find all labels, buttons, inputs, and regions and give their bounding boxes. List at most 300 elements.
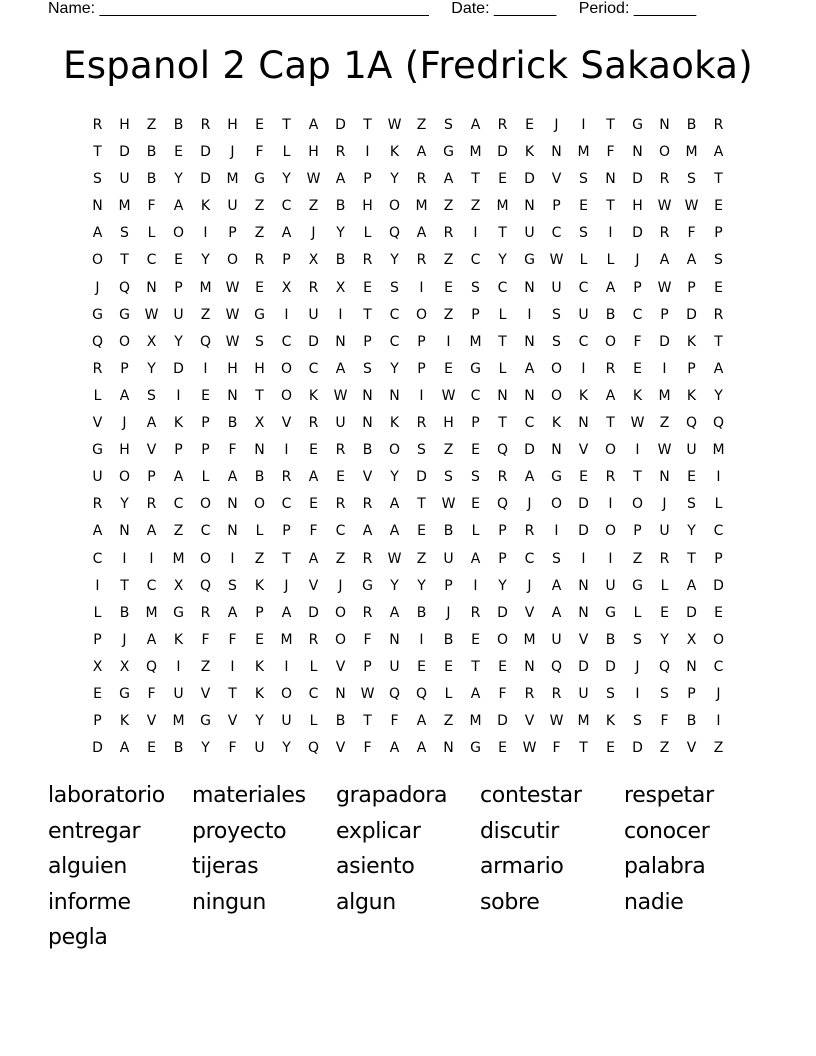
grid-letter: A: [146, 631, 157, 648]
grid-letter: O: [631, 496, 644, 513]
grid-letter: Z: [443, 252, 454, 269]
grid-letter: T: [120, 577, 129, 594]
grid-letter: W: [225, 279, 240, 296]
grid-letter: J: [635, 252, 640, 269]
grid-letter: Z: [308, 198, 319, 215]
grid-letter: G: [470, 740, 481, 757]
grid-letter: D: [686, 306, 697, 323]
grid-letter: L: [93, 387, 102, 404]
grid-letter: U: [281, 713, 292, 730]
grid-letter: G: [632, 117, 643, 133]
grid-letter: P: [228, 225, 237, 242]
grid-letter: I: [176, 387, 181, 404]
grid-letter: L: [309, 713, 318, 730]
grid-letter: N: [686, 658, 697, 675]
grid-letter: P: [687, 279, 696, 296]
grid-letter: K: [308, 387, 319, 404]
grid-letter: E: [309, 442, 318, 459]
grid-letter: R: [524, 523, 535, 540]
grid-letter: Y: [498, 577, 507, 594]
grid-letter: X: [254, 415, 265, 432]
grid-letter: S: [552, 333, 561, 350]
grid-letter: H: [254, 360, 265, 377]
grid-letter: R: [200, 604, 211, 621]
grid-letter: D: [497, 713, 508, 730]
grid-letter: Y: [687, 523, 696, 540]
grid-letter: P: [282, 523, 291, 540]
grid-letter: T: [417, 496, 426, 513]
grid-letter: C: [524, 550, 535, 567]
grid-letter: A: [470, 117, 481, 133]
grid-letter: Y: [390, 252, 399, 269]
grid-letter: V: [686, 740, 697, 757]
grid-letter: L: [660, 577, 669, 594]
grid-letter: B: [686, 117, 697, 133]
grid-letter: N: [659, 469, 670, 486]
grid-letter: P: [417, 333, 426, 350]
grid-letter: C: [146, 577, 157, 594]
grid-letter: G: [632, 577, 643, 594]
grid-letter: T: [120, 252, 129, 269]
grid-letter: U: [119, 171, 130, 188]
grid-row: [84, 627, 732, 654]
grid-letter: L: [498, 306, 507, 323]
grid-letter: A: [335, 360, 346, 377]
grid-letter: F: [390, 713, 399, 730]
grid-letter: Y: [714, 387, 723, 404]
grid-letter: R: [416, 415, 427, 432]
grid-letter: M: [415, 198, 428, 215]
grid-row: [84, 193, 732, 220]
grid-letter: A: [146, 415, 157, 432]
grid-letter: F: [255, 144, 264, 161]
grid-letter: H: [227, 360, 238, 377]
grid-letter: R: [497, 117, 508, 133]
grid-letter: Z: [443, 713, 454, 730]
grid-letter: G: [119, 306, 130, 323]
grid-letter: R: [335, 496, 346, 513]
grid-letter: Q: [199, 577, 212, 594]
grid-letter: B: [416, 604, 427, 621]
grid-letter: P: [687, 685, 696, 702]
grid-letter: R: [470, 604, 481, 621]
grid-letter: X: [308, 252, 319, 269]
grid-letter: V: [281, 415, 292, 432]
grid-letter: P: [417, 360, 426, 377]
grid-letter: L: [633, 604, 642, 621]
grid-letter: E: [201, 387, 210, 404]
grid-letter: P: [498, 523, 507, 540]
grid-letter: Q: [685, 415, 698, 432]
grid-letter: Z: [254, 550, 265, 567]
grid-letter: G: [254, 171, 265, 188]
grid-letter: I: [581, 360, 586, 377]
word-list-item: grapadora: [336, 783, 448, 808]
word-list-item: asiento: [336, 854, 415, 879]
grid-letter: K: [254, 685, 265, 702]
grid-letter: T: [282, 550, 291, 567]
grid-letter: F: [228, 740, 237, 757]
grid-letter: I: [95, 577, 100, 594]
grid-letter: N: [335, 685, 346, 702]
grid-letter: E: [444, 658, 453, 675]
grid-letter: D: [308, 604, 319, 621]
grid-letter: D: [686, 604, 697, 621]
grid-letter: A: [227, 604, 238, 621]
grid-letter: S: [687, 496, 696, 513]
grid-row: [84, 139, 732, 166]
grid-letter: A: [227, 469, 238, 486]
grid-letter: Z: [632, 550, 643, 567]
grid-letter: I: [176, 658, 181, 675]
grid-letter: I: [581, 117, 586, 133]
grid-letter: U: [335, 415, 346, 432]
grid-letter: V: [335, 658, 346, 675]
grid-letter: K: [686, 387, 697, 404]
grid-letter: V: [551, 171, 562, 188]
grid-letter: Q: [496, 442, 509, 459]
grid-letter: X: [173, 577, 184, 594]
grid-letter: Z: [713, 740, 724, 757]
grid-letter: O: [712, 631, 725, 648]
grid-letter: A: [470, 550, 481, 567]
grid-letter: E: [147, 740, 156, 757]
grid-letter: N: [227, 496, 238, 513]
period-field: Period: _______: [578, 0, 697, 17]
grid-letter: E: [714, 279, 723, 296]
grid-letter: A: [389, 604, 400, 621]
grid-letter: L: [201, 469, 210, 486]
grid-letter: S: [606, 685, 615, 702]
grid-letter: B: [173, 740, 184, 757]
grid-letter: A: [92, 523, 103, 540]
grid-letter: B: [443, 523, 454, 540]
grid-letter: S: [552, 306, 561, 323]
word-list-item: proyecto: [192, 818, 287, 844]
grid-letter: Y: [201, 740, 210, 757]
grid-letter: W: [522, 740, 537, 757]
grid-letter: L: [147, 225, 156, 242]
grid-letter: U: [254, 740, 265, 757]
grid-row: [84, 464, 732, 491]
grid-letter: T: [498, 225, 507, 242]
grid-letter: L: [444, 685, 453, 702]
grid-letter: A: [443, 171, 454, 188]
grid-letter: C: [713, 523, 724, 540]
grid-letter: B: [227, 415, 238, 432]
grid-letter: P: [471, 306, 480, 323]
grid-letter: E: [498, 658, 507, 675]
grid-letter: E: [174, 144, 183, 161]
grid-letter: I: [419, 631, 424, 648]
grid-letter: F: [228, 442, 237, 459]
grid-letter: Y: [390, 577, 399, 594]
word-list-item: ningun: [192, 889, 267, 915]
grid-letter: F: [309, 523, 318, 540]
grid-letter: V: [200, 685, 211, 702]
grid-letter: E: [471, 442, 480, 459]
grid-letter: U: [659, 523, 670, 540]
grid-letter: M: [145, 604, 158, 621]
grid-letter: C: [92, 550, 103, 567]
grid-row: [84, 302, 732, 329]
grid-letter: O: [550, 387, 563, 404]
grid-letter: G: [362, 577, 373, 594]
grid-letter: T: [606, 198, 615, 215]
grid-letter: Z: [443, 442, 454, 459]
grid-letter: N: [659, 117, 670, 133]
grid-letter: D: [173, 360, 184, 377]
grid-letter: M: [172, 713, 185, 730]
word-list-item: laboratorio: [48, 783, 165, 808]
grid-letter: D: [335, 117, 346, 133]
grid-letter: P: [633, 279, 642, 296]
grid-letter: U: [524, 225, 535, 242]
grid-letter: R: [308, 279, 319, 296]
grid-row: [84, 437, 732, 464]
grid-letter: X: [335, 279, 346, 296]
grid-letter: R: [92, 117, 103, 133]
grid-letter: L: [714, 496, 723, 513]
grid-letter: T: [363, 713, 372, 730]
grid-letter: W: [657, 442, 672, 459]
grid-letter: I: [554, 523, 559, 540]
grid-letter: E: [714, 198, 723, 215]
grid-letter: P: [201, 415, 210, 432]
grid-letter: A: [551, 577, 562, 594]
grid-letter: D: [497, 144, 508, 161]
grid-letter: Q: [145, 658, 158, 675]
grid-letter: O: [253, 496, 266, 513]
grid-letter: N: [335, 333, 346, 350]
grid-letter: O: [550, 360, 563, 377]
grid-letter: T: [498, 333, 507, 350]
grid-letter: D: [578, 523, 589, 540]
grid-letter: I: [284, 306, 289, 323]
grid-letter: Q: [550, 658, 563, 675]
grid-letter: Y: [390, 360, 399, 377]
grid-letter: J: [284, 577, 289, 594]
grid-letter: N: [254, 442, 265, 459]
word-list-item: tijeras: [192, 854, 259, 879]
grid-letter: P: [363, 333, 372, 350]
word-list-item: explicar: [336, 818, 421, 844]
grid-letter: Q: [388, 225, 401, 242]
grid-letter: H: [119, 117, 130, 133]
grid-letter: T: [606, 415, 615, 432]
grid-letter: Y: [336, 225, 345, 242]
grid-letter: E: [444, 360, 453, 377]
grid-letter: A: [119, 740, 130, 757]
grid-letter: E: [471, 496, 480, 513]
grid-letter: C: [281, 496, 292, 513]
grid-letter: U: [551, 279, 562, 296]
grid-letter: J: [716, 685, 721, 702]
grid-letter: I: [473, 225, 478, 242]
grid-letter: L: [606, 252, 615, 269]
grid-letter: I: [230, 550, 235, 567]
word-list-item: discutir: [480, 818, 559, 844]
grid-letter: I: [608, 496, 613, 513]
grid-letter: P: [633, 523, 642, 540]
grid-letter: A: [335, 171, 346, 188]
grid-letter: M: [658, 387, 671, 404]
grid-letter: R: [605, 469, 616, 486]
grid-row: [84, 275, 732, 302]
grid-letter: B: [119, 604, 130, 621]
grid-letter: K: [389, 144, 400, 161]
grid-letter: E: [687, 469, 696, 486]
grid-letter: N: [578, 415, 589, 432]
grid-letter: A: [713, 360, 724, 377]
grid-letter: R: [416, 252, 427, 269]
grid-letter: P: [714, 225, 723, 242]
word-list-item: alguien: [48, 854, 127, 879]
grid-letter: K: [254, 658, 265, 675]
grid-letter: I: [203, 360, 208, 377]
grid-letter: P: [174, 442, 183, 459]
grid-letter: A: [173, 469, 184, 486]
grid-letter: S: [471, 279, 480, 296]
grid-letter: Z: [254, 198, 265, 215]
grid-letter: D: [713, 577, 724, 594]
grid-letter: H: [443, 415, 454, 432]
word-list-item: conocer: [624, 818, 710, 844]
grid-letter: A: [119, 387, 130, 404]
grid-letter: R: [362, 496, 373, 513]
grid-letter: Q: [415, 685, 428, 702]
grid-letter: A: [416, 713, 427, 730]
grid-letter: A: [470, 685, 481, 702]
grid-letter: R: [335, 144, 346, 161]
grid-letter: Z: [470, 198, 481, 215]
grid-letter: P: [201, 442, 210, 459]
grid-letter: D: [119, 144, 130, 161]
grid-letter: O: [199, 550, 212, 567]
grid-letter: X: [92, 658, 103, 675]
grid-row: [84, 600, 732, 627]
grid-letter: C: [281, 198, 292, 215]
grid-letter: W: [549, 713, 564, 730]
grid-letter: O: [334, 631, 347, 648]
grid-letter: K: [173, 631, 184, 648]
grid-letter: Z: [254, 225, 265, 242]
grid-letter: U: [578, 685, 589, 702]
grid-letter: D: [308, 333, 319, 350]
grid-letter: D: [632, 225, 643, 242]
grid-letter: P: [363, 171, 372, 188]
grid-letter: B: [335, 198, 346, 215]
grid-letter: D: [632, 171, 643, 188]
grid-letter: C: [308, 360, 319, 377]
grid-letter: N: [578, 577, 589, 594]
date-field: Date: _______: [451, 0, 557, 17]
grid-letter: P: [174, 279, 183, 296]
grid-letter: B: [335, 713, 346, 730]
grid-letter: M: [523, 631, 536, 648]
grid-letter: Z: [200, 306, 211, 323]
grid-letter: C: [200, 523, 211, 540]
grid-letter: P: [282, 252, 291, 269]
grid-letter: E: [444, 279, 453, 296]
grid-letter: B: [443, 631, 454, 648]
grid-letter: X: [146, 333, 157, 350]
grid-letter: U: [443, 550, 454, 567]
grid-letter: U: [173, 306, 184, 323]
grid-letter: N: [443, 740, 454, 757]
grid-letter: W: [657, 279, 672, 296]
grid-letter: X: [119, 658, 130, 675]
grid-letter: V: [227, 713, 238, 730]
grid-letter: J: [446, 604, 451, 621]
grid-letter: R: [605, 360, 616, 377]
grid-letter: B: [362, 442, 373, 459]
grid-letter: R: [551, 685, 562, 702]
grid-letter: F: [552, 740, 561, 757]
grid-letter: I: [419, 279, 424, 296]
grid-letter: O: [280, 387, 293, 404]
grid-letter: S: [444, 117, 453, 133]
grid-letter: R: [659, 171, 670, 188]
grid-letter: T: [606, 117, 615, 133]
word-list-item: pegla: [48, 925, 108, 950]
grid-letter: C: [497, 279, 508, 296]
grid-letter: C: [173, 496, 184, 513]
grid-letter: E: [633, 360, 642, 377]
grid-letter: A: [308, 550, 319, 567]
grid-letter: H: [632, 198, 643, 215]
grid-letter: N: [632, 144, 643, 161]
grid-letter: H: [308, 144, 319, 161]
grid-letter: R: [659, 550, 670, 567]
grid-letter: D: [659, 333, 670, 350]
grid-letter: M: [280, 631, 293, 648]
grid-letter: G: [551, 469, 562, 486]
grid-letter: U: [92, 469, 103, 486]
grid-letter: J: [338, 577, 343, 594]
word-list-item: materiales: [192, 783, 306, 808]
grid-letter: F: [687, 225, 696, 242]
grid-letter: Q: [388, 685, 401, 702]
grid-letter: A: [389, 740, 400, 757]
grid-letter: T: [579, 740, 588, 757]
grid-letter: K: [605, 713, 616, 730]
grid-letter: F: [363, 740, 372, 757]
grid-letter: I: [635, 442, 640, 459]
grid-letter: R: [497, 469, 508, 486]
grid-letter: O: [91, 252, 104, 269]
grid-letter: Q: [307, 740, 320, 757]
word-list-item: sobre: [480, 889, 540, 915]
grid-letter: L: [363, 225, 372, 242]
grid-row: [84, 410, 732, 437]
grid-letter: F: [633, 333, 642, 350]
grid-letter: T: [714, 333, 723, 350]
grid-letter: E: [174, 252, 183, 269]
grid-letter: O: [280, 685, 293, 702]
grid-letter: R: [308, 415, 319, 432]
grid-letter: L: [255, 523, 264, 540]
grid-letter: A: [362, 523, 373, 540]
grid-letter: E: [579, 198, 588, 215]
grid-letter: A: [389, 523, 400, 540]
grid-letter: T: [471, 658, 480, 675]
grid-letter: R: [146, 496, 157, 513]
grid-row: [84, 681, 732, 708]
grid-letter: U: [551, 631, 562, 648]
word-list-item: algun: [336, 889, 396, 915]
grid-letter: N: [524, 333, 535, 350]
